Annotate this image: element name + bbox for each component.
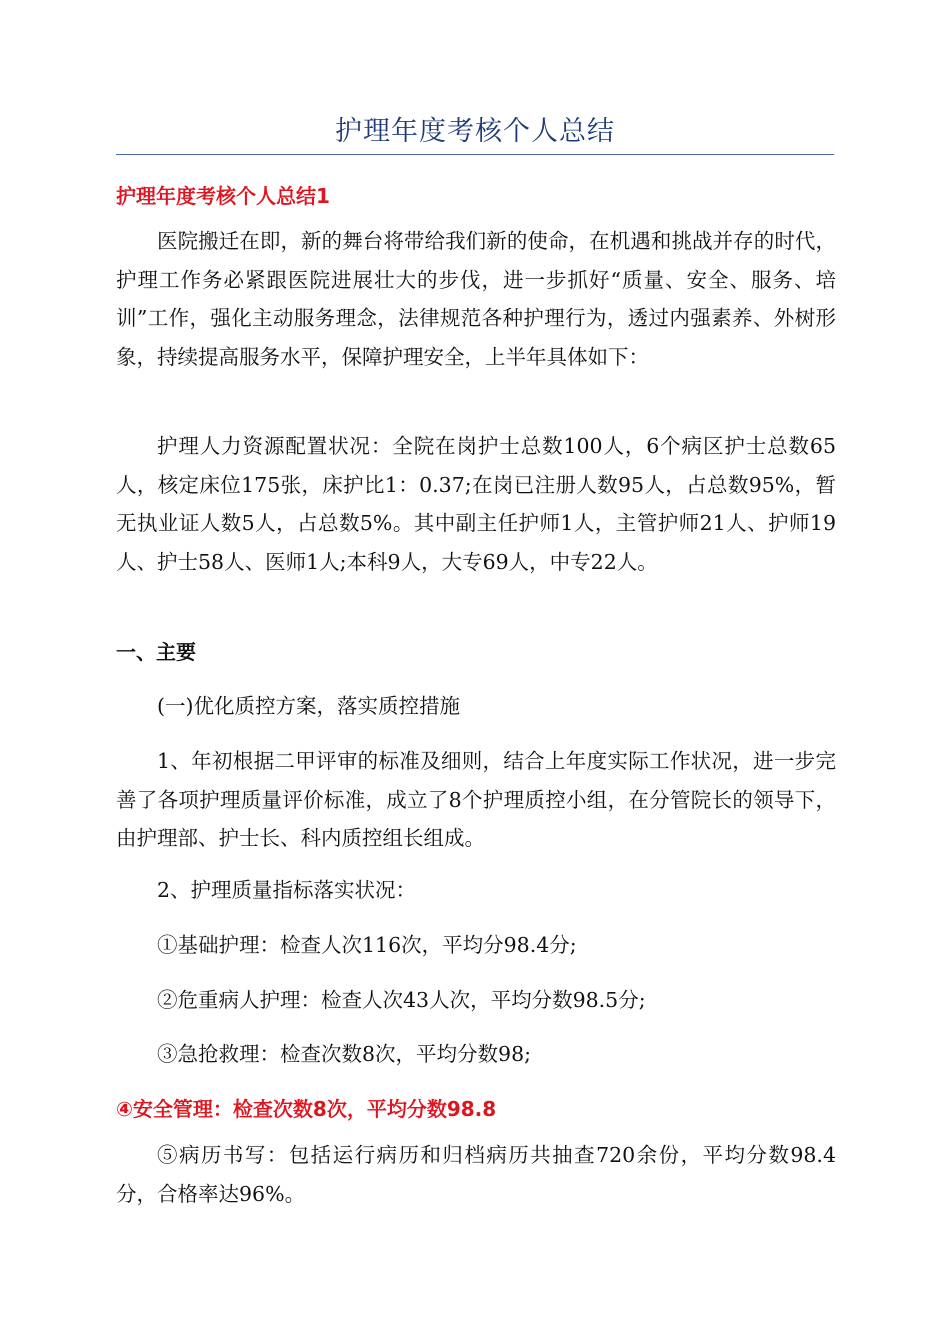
- metric-critical-care: ②危重病人护理：检查人次43人次，平均分数98.5分;: [157, 988, 646, 1012]
- staffing-paragraph: 护理人力资源配置状况：全院在岗护士总数100人，6个病区护士总数65人，核定床位175张，床护比1：0.37;在岗已注册人数95人，占总数95%，暂无执业证人数5人，占总数5%。其中副主任护师1人，主管护师21人、护师19人、护士58人、医师1人;本科9人，大专69人，中专22人。: [116, 434, 836, 574]
- subheading-quality-control: (一)优化质控方案，落实质控措施: [157, 694, 460, 718]
- title-underline-rule: [116, 154, 834, 155]
- metric-safety-management: ④安全管理：检查次数8次，平均分数98.8: [116, 1097, 497, 1121]
- intro-paragraph: 医院搬迁在即，新的舞台将带给我们新的使命，在机遇和挑战并存的时代，护理工作务必紧跟医院进展壮大的步伐，进一步抓好“质量、安全、服务、培训”工作，强化主动服务理念，法律规范各种护理行为，透过内强素养、外树形象，持续提高服务水平，保障护理安全，上半年具体如下：: [116, 229, 836, 369]
- metric-medical-records: ⑤病历书写：包括运行病历和归档病历共抽查720余份，平均分数98.4分，合格率达96%。: [116, 1143, 836, 1206]
- section-heading: 护理年度考核个人总结1: [116, 184, 330, 208]
- item-2-paragraph: 2、护理质量指标落实状况：: [157, 878, 417, 902]
- document-title: 护理年度考核个人总结: [335, 116, 615, 147]
- metric-basic-care: ①基础护理：检查人次116次，平均分98.4分;: [157, 933, 577, 957]
- main-heading: 一、主要: [116, 640, 196, 664]
- metric-emergency-care: ③急抢救理：检查次数8次，平均分数98;: [157, 1042, 532, 1066]
- item-1-paragraph: 1、年初根据二甲评审的标准及细则，结合上年度实际工作状况，进一步完善了各项护理质量评价标准，成立了8个护理质控小组，在分管院长的领导下，由护理部、护士长、科内质控组长组成。: [116, 749, 836, 850]
